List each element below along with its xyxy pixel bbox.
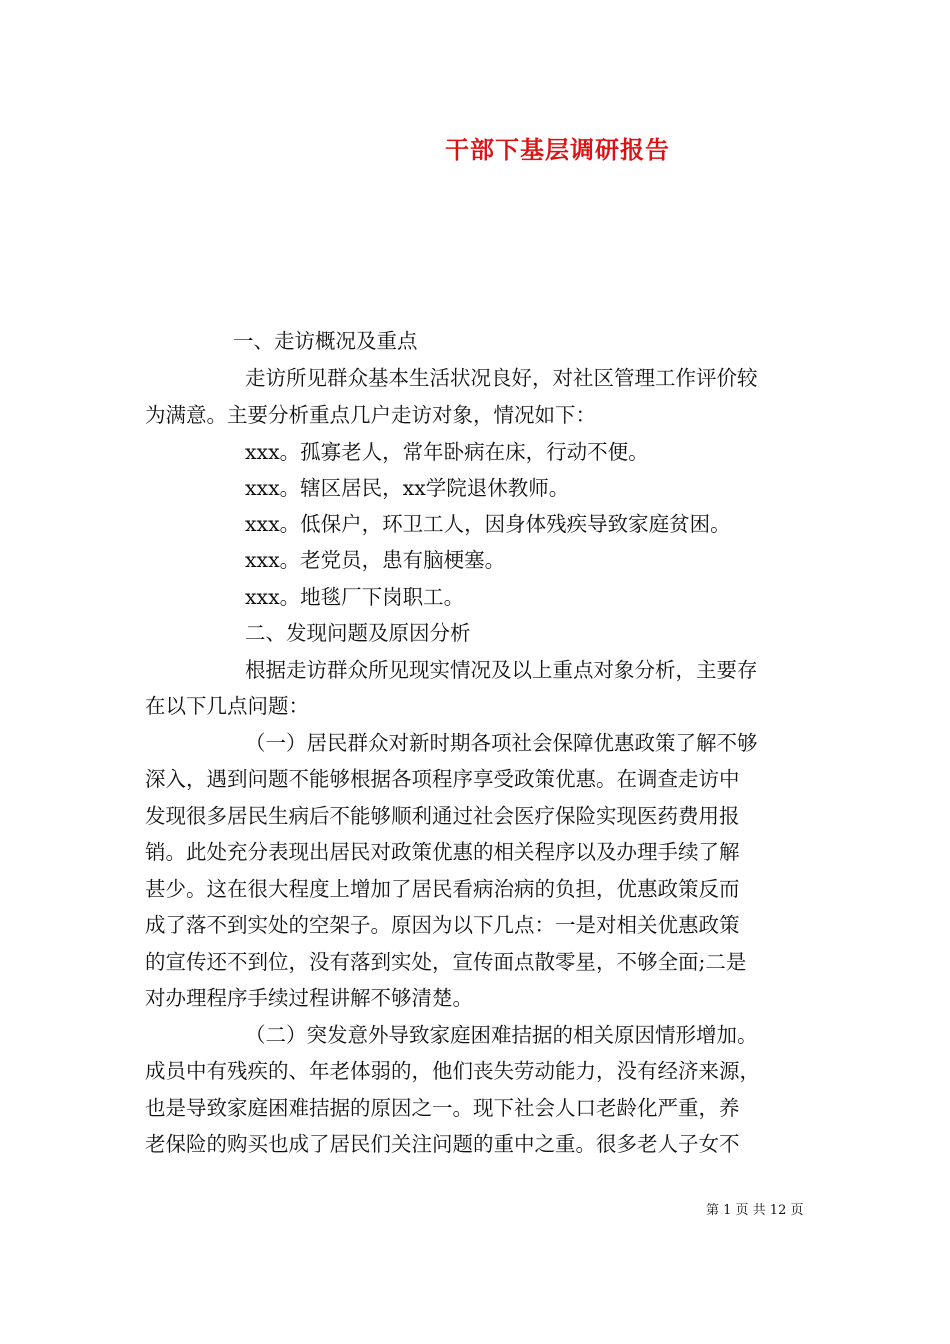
list-item: xxx。老党员，患有脑梗塞。: [245, 548, 506, 572]
paragraph-line: （二）突发意外导致家庭困难拮据的相关原因情形增加。: [245, 1023, 758, 1047]
paragraph-line: 的宣传还不到位，没有落到实处，宣传面点散零星，不够全面;二是: [145, 950, 747, 974]
paragraph-line: 也是导致家庭困难拮据的原因之一。现下社会人口老龄化严重，养: [145, 1096, 740, 1120]
list-item: xxx。辖区居民，xx学院退休教师。: [245, 476, 570, 500]
paragraph-line: 成了落不到实处的空架子。原因为以下几点：一是对相关优惠政策: [145, 913, 740, 937]
paragraph-line: 在以下几点问题：: [145, 694, 309, 718]
paragraph-line: 成员中有残疾的、年老体弱的，他们丧失劳动能力，没有经济来源，: [145, 1059, 760, 1083]
paragraph-line: （一）居民群众对新时期各项社会保障优惠政策了解不够: [245, 731, 758, 755]
paragraph-line: 甚少。这在很大程度上增加了居民看病治病的负担，优惠政策反而: [145, 877, 740, 901]
paragraph-line: 根据走访群众所见现实情况及以上重点对象分析，主要存: [245, 658, 758, 682]
paragraph-line: 发现很多居民生病后不能够顺利通过社会医疗保险实现医药费用报: [145, 804, 740, 828]
paragraph-line: 为满意。主要分析重点几户走访对象，情况如下：: [145, 403, 596, 427]
list-item: xxx。孤寡老人，常年卧病在床，行动不便。: [245, 440, 649, 464]
section-heading-2: 二、发现问题及原因分析: [245, 621, 471, 645]
section-heading-1: 一、走访概况及重点: [233, 329, 418, 353]
document-title: 干部下基层调研报告: [445, 135, 670, 164]
paragraph-line: 老保险的购买也成了居民们关注问题的重中之重。很多老人子女不: [145, 1132, 740, 1156]
paragraph-line: 深入，遇到问题不能够根据各项程序享受政策优惠。在调查走访中: [145, 767, 740, 791]
page-number: 第 1 页 共 12 页: [706, 1203, 804, 1218]
paragraph-line: 走访所见群众基本生活状况良好，对社区管理工作评价较: [245, 366, 758, 390]
list-item: xxx。低保户，环卫工人，因身体残疾导致家庭贫困。: [245, 512, 731, 536]
paragraph-line: 对办理程序手续过程讲解不够清楚。: [145, 986, 473, 1010]
list-item: xxx。地毯厂下岗职工。: [245, 585, 465, 609]
paragraph-line: 销。此处充分表现出居民对政策优惠的相关程序以及办理手续了解: [145, 840, 740, 864]
